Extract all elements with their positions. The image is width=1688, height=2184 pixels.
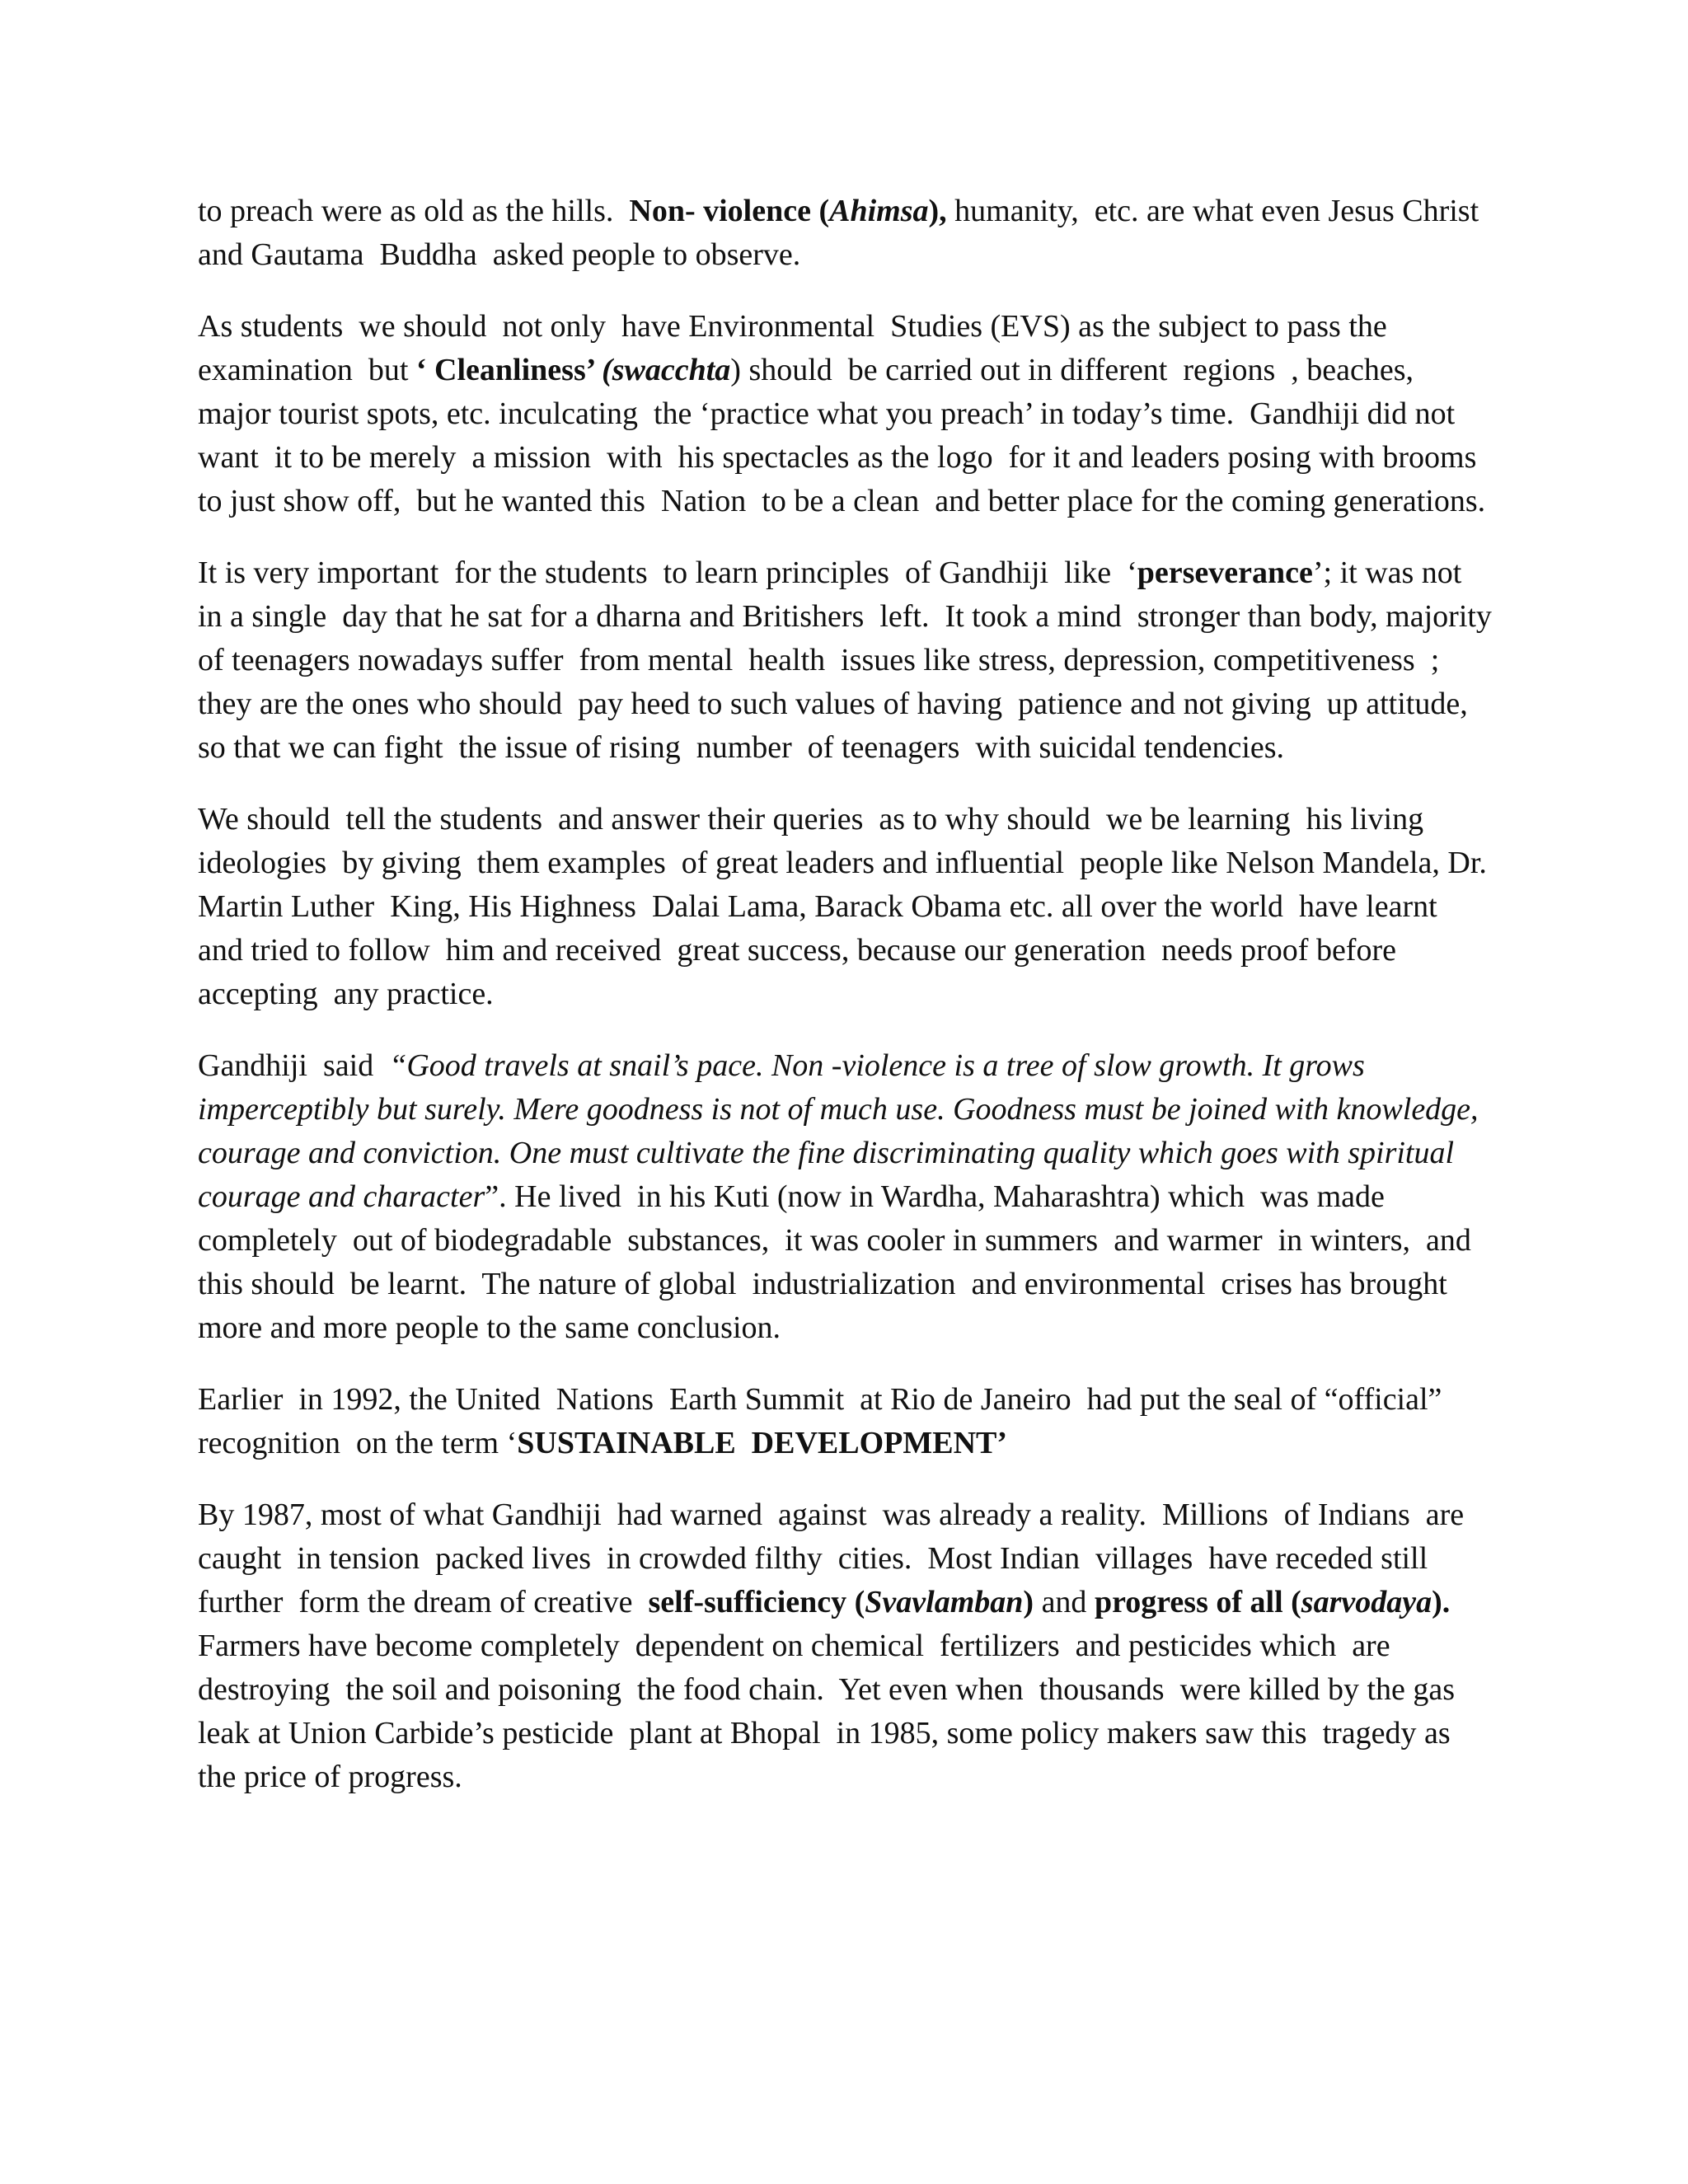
text-run: As students we should not only have Environmental Studies (EVS) as the subject to pass the examination but [198,309,1395,387]
text-run: ). [1432,1585,1451,1619]
text-run: (swacchta [602,353,731,387]
text-run: ) [1023,1585,1034,1619]
paragraph-4 [198,798,1495,1016]
text-run: ), [928,194,947,228]
text-run: SUSTAINABLE DEVELOPMENT’ [517,1426,1008,1460]
text-run: Svavlamban [865,1585,1024,1619]
text-run: ‘ Cleanliness’ [415,353,603,387]
text-run: and [1034,1585,1095,1619]
paragraph-5 [198,1044,1492,1350]
text-run: humanity, etc. are what even Jesus Christ and Gautama Buddha asked people to observe. [198,194,1487,272]
text-run: “Good travels at snail’s pace. Non -violence is a tree of slow growth. It grows imperceptibly but surely. Mere goodness is not of much use. Goodness must be joined with knowledge, courage and conviction. One must cultivate the fine discriminating quality which goes with spiritual courage and character [198,1048,1487,1214]
paragraph-6 [198,1378,1492,1465]
text-run: ’; it was not in a single day that he sat for a dharna and Britishers left. It took a mind stronger than body, majority of teenagers nowadays suffer from mental health issues like stress, depression, competitiveness ; they are the ones who should pay heed to such values of having patience and not giving up attitude, so that we can fight the issue of rising number of teenagers with suicidal tendencies. [198,555,1507,765]
text-run: We should tell the students and answer their queries as to why should we be learning his living ideologies by giving them examples of great leaders and influential people like Nelson Mandela, Dr. Martin Luther King, His Highness Dalai Lama, Barack Obama etc. all over the world have learnt and tried to follow him and received great success, because our generation needs proof before accepting any practice. [198,802,1495,1011]
text-run: perseverance [1137,555,1313,590]
document-body [198,190,1507,1827]
text-run: ”. He lived in his Kuti (now in Wardha, Maharashtra) which was made completely out of biodegradable substances, it was cooler in summers and warmer in winters, and this should be learnt. The nature of global industrialization and environmental crises has brought more and more people to the same conclusion. [198,1179,1479,1345]
paragraph-7 [198,1493,1492,1799]
text-run: By 1987, most of what Gandhiji had warned against was already a reality. Millions of Indians are caught in tension packed lives in crowded filthy cities. Most Indian villages have receded still further form the dream of creative [198,1497,1472,1619]
text-run: progress of all ( [1094,1585,1301,1619]
text-run: Ahimsa [829,194,929,228]
text-run: self-sufficiency ( [648,1585,865,1619]
paragraph-3 [198,551,1507,770]
text-run: sarvodaya [1301,1585,1432,1619]
text-run: to preach were as old as the hills. [198,194,630,228]
paragraph-2 [198,305,1492,523]
text-run: Gandhiji said [198,1048,390,1083]
paragraph-1 [198,190,1492,277]
text-run: It is very important for the students to learn principles of Gandhiji like ‘ [198,555,1137,590]
text-run: Non- violence ( [629,194,830,228]
text-run: ) should be carried out in different regions , beaches, major tourist spots, etc. inculcating the ‘practice what you preach’ in today’s time. Gandhiji did not want it to be merely a mission with his spectacles as the logo for it and leaders posing with brooms to just show off, but he wanted this Nation to be a clean and better place for the coming generations. [198,353,1486,518]
text-run: Earlier in 1992, the United Nations Earth Summit at Rio de Janeiro had put the seal of “official” recognition on the term ‘ [198,1382,1450,1460]
text-run: Farmers have become completely dependent on chemical fertilizers and pesticides which are destroying the soil and poisoning the food chain. Yet even when thousands were killed by the gas leak at Union Carbide’s pesticide plant at Bhopal in 1985, some policy makers saw this tragedy as the price of progress. [198,1585,1463,1794]
